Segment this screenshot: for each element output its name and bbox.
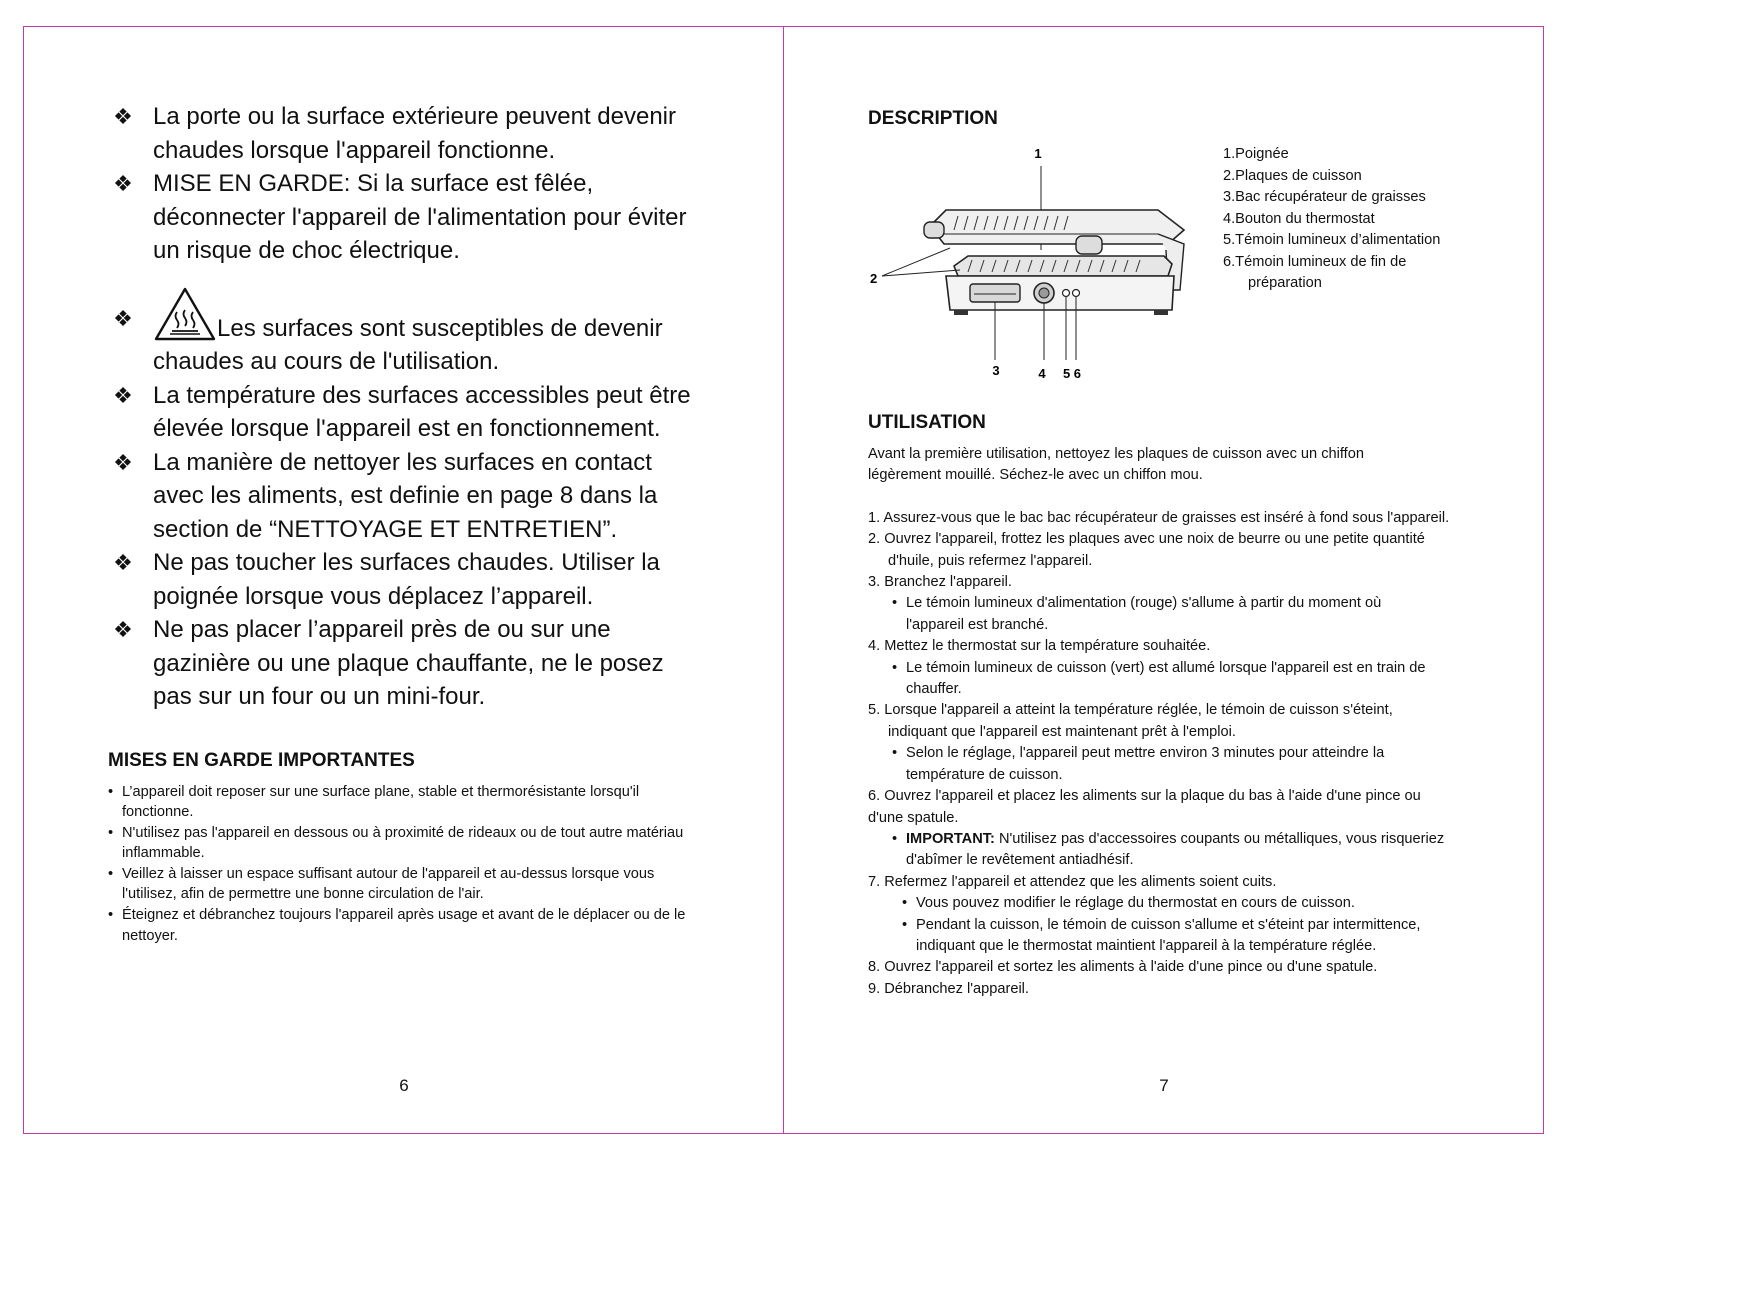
step-7-note-2-continuation: indiquant que le thermostat maintient l'appareil à la température réglée. bbox=[916, 937, 1377, 954]
step-5-continuation: indiquant que l'appareil est maintenant prêt à l'emploi. bbox=[888, 723, 1236, 740]
hot-surface-warning-icon bbox=[153, 286, 217, 342]
diamond-bullet-icon: ❖ bbox=[113, 550, 133, 575]
step-6: 6. Ouvrez l'appareil et placez les aliments sur la plaque du bas à l'aide d'une pince ou bbox=[868, 788, 1421, 805]
important-warnings-heading: MISES EN GARDE IMPORTANTES bbox=[108, 749, 415, 771]
warning-item: ❖ MISE EN GARDE: Si la surface est fêlée, déconnecter l'appareil de l'alimentation pour éviter un risque de choc électrique. bbox=[108, 167, 708, 268]
parts-legend bbox=[1223, 144, 1440, 295]
important-item: • N'utilisez pas l'appareil en dessous ou à proximité de rideaux ou de tout autre matériau inflammable. bbox=[108, 824, 684, 862]
step-5: 5. Lorsque l'appareil a atteint la température réglée, le témoin de cuisson s'éteint, bbox=[868, 702, 1393, 719]
right-page bbox=[868, 108, 1488, 997]
step-7: 7. Refermez l'appareil et attendez que les aliments soient cuits. bbox=[868, 873, 1277, 890]
diamond-bullet-icon: ❖ bbox=[113, 104, 133, 129]
page-number-right: 7 bbox=[1159, 1076, 1169, 1095]
legend-item: 1.Poignée bbox=[1223, 146, 1289, 162]
diamond-bullet-icon: ❖ bbox=[113, 305, 133, 331]
description-heading: DESCRIPTION bbox=[868, 108, 998, 129]
legend-item: 2.Plaques de cuisson bbox=[1223, 167, 1362, 184]
step-6-continuation: d'une spatule. bbox=[868, 809, 959, 826]
page-number-left: 6 bbox=[399, 1076, 409, 1095]
step-3-note-continuation: l'appareil est branché. bbox=[906, 616, 1049, 633]
important-item: • L’appareil doit reposer sur une surface plane, stable et thermorésistante lorsqu'il fonctionne. bbox=[108, 783, 640, 821]
step-2: 2. Ouvrez l'appareil, frottez les plaques avec une noix de beurre ou une petite quantité bbox=[868, 531, 1425, 548]
legend-item: 3.Bac récupérateur de graisses bbox=[1223, 189, 1426, 205]
warning-item: ❖ La porte ou la surface extérieure peuvent devenir chaudes lorsque l'appareil fonctionne. bbox=[108, 100, 708, 167]
warning-item: ❖ Ne pas toucher les surfaces chaudes. Utiliser la poignée lorsque vous déplacez l’appareil. bbox=[108, 546, 708, 613]
step-7-note-2: • Pendant la cuisson, le témoin de cuisson s'allume et s'éteint par intermittence, bbox=[902, 916, 1421, 933]
diagram-label-5-6: 5 6 bbox=[1062, 366, 1082, 381]
warning-item: ❖ La température des surfaces accessibles peut être élevée lorsque l'appareil est en fonctionnement. bbox=[108, 379, 708, 446]
diagram-label-4: 4 bbox=[1038, 366, 1046, 381]
utilisation-heading: UTILISATION bbox=[868, 412, 986, 433]
warning-item: ❖ La manière de nettoyer les surfaces en contact avec les aliments, est definie en page 8 dans la section de “NETTOYAGE ET ENTRETIEN”. bbox=[108, 446, 708, 547]
important-item: • Veillez à laisser un espace suffisant autour de l'appareil et au-dessus lorsque vous l'utilisez, afin de permettre une bonne circulation de l'air. bbox=[108, 865, 655, 903]
diamond-bullet-icon: ❖ bbox=[113, 171, 133, 196]
diamond-bullet-icon: ❖ bbox=[113, 617, 133, 642]
step-1: 1. Assurez-vous que le bac bac récupérateur de graisses est inséré à fond sous l'appareil. bbox=[868, 509, 1450, 526]
left-page bbox=[108, 100, 708, 946]
warning-item: ❖ Les surfaces sont susceptibles de devenir chaudes au cours de l'utilisation. bbox=[108, 286, 708, 379]
step-4-note: • Le témoin lumineux de cuisson (vert) est allumé lorsque l'appareil est en train de bbox=[892, 659, 1426, 676]
diagram-label-1: 1 bbox=[1034, 146, 1042, 161]
legend-item-continuation: préparation bbox=[1248, 275, 1322, 291]
step-6-note: • IMPORTANT: N'utilisez pas d'accessoires coupants ou métalliques, vous risqueriez bbox=[892, 830, 1445, 847]
step-2-continuation: d'huile, puis refermez l'appareil. bbox=[888, 552, 1093, 569]
step-8: 8. Ouvrez l'appareil et sortez les aliments à l'aide d'une pince ou d'une spatule. bbox=[868, 959, 1378, 976]
page-divider bbox=[783, 26, 784, 1134]
important-warnings-list bbox=[108, 782, 708, 947]
step-4: 4. Mettez le thermostat sur la température souhaitée. bbox=[868, 638, 1211, 655]
legend-item: 6.Témoin lumineux de fin de bbox=[1223, 253, 1407, 270]
step-4-note-continuation: chauffer. bbox=[906, 681, 962, 698]
step-5-note: • Selon le réglage, l'appareil peut mettre environ 3 minutes pour atteindre la bbox=[892, 745, 1385, 762]
step-9: 9. Débranchez l'appareil. bbox=[868, 980, 1029, 997]
diagram-label-2: 2 bbox=[870, 271, 878, 286]
intro-text: Avant la première utilisation, nettoyez les plaques de cuisson avec un chiffon légèrement mouillé. Séchez-le avec un chiffon mou. bbox=[868, 446, 1364, 484]
important-item: • Éteignez et débranchez toujours l'appareil après usage et avant de le déplacer ou de le nettoyer. bbox=[108, 907, 686, 944]
legend-item: 4.Bouton du thermostat bbox=[1223, 210, 1375, 227]
step-6-note-continuation: d'abîmer le revêtement antiadhésif. bbox=[906, 852, 1134, 869]
diamond-bullet-icon: ❖ bbox=[113, 449, 133, 475]
step-3: 3. Branchez l'appareil. bbox=[868, 574, 1012, 591]
diamond-bullet-icon: ❖ bbox=[113, 382, 133, 408]
step-5-note-continuation: température de cuisson. bbox=[906, 766, 1063, 783]
warning-item: ❖ Ne pas placer l’appareil près de ou sur une gazinière ou une plaque chauffante, ne le posez pas sur un four ou un mini-four. bbox=[108, 613, 708, 714]
safety-warnings-list bbox=[108, 100, 708, 714]
legend-item: 5.Témoin lumineux d’alimentation bbox=[1223, 232, 1441, 248]
diagram-label-3: 3 bbox=[992, 363, 1000, 378]
utilisation-instructions bbox=[868, 444, 1468, 1000]
step-3-note: • Le témoin lumineux d'alimentation (rouge) s'allume à partir du moment où bbox=[892, 595, 1382, 612]
grill-diagram bbox=[868, 138, 1208, 388]
step-7-note-1: • Vous pouvez modifier le réglage du thermostat en cours de cuisson. bbox=[902, 895, 1355, 912]
